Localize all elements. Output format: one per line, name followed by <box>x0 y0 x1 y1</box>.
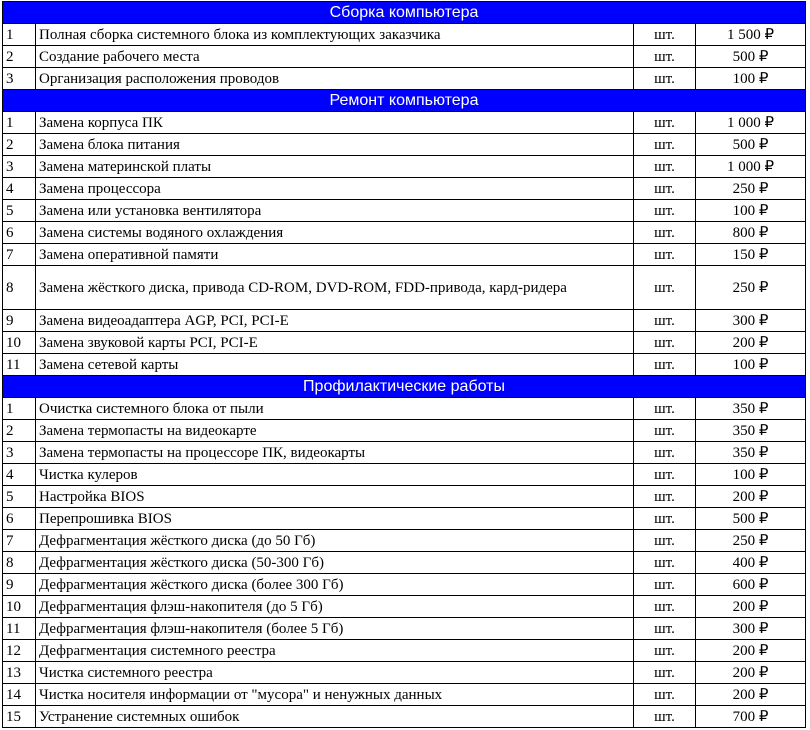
price-cell: 800 ₽ <box>696 222 806 244</box>
row-number: 3 <box>3 442 36 464</box>
service-name: Замена процессора <box>36 178 634 200</box>
service-name: Замена корпуса ПК <box>36 112 634 134</box>
price-cell: 150 ₽ <box>696 244 806 266</box>
unit-cell: шт. <box>634 244 696 266</box>
unit-cell: шт. <box>634 706 696 728</box>
unit-cell: шт. <box>634 684 696 706</box>
service-name: Замена звуковой карты PCI, PCI-E <box>36 332 634 354</box>
service-name: Замена термопасты на видеокарте <box>36 420 634 442</box>
table-row <box>3 178 806 200</box>
unit-cell: шт. <box>634 574 696 596</box>
unit-cell: шт. <box>634 508 696 530</box>
table-row <box>3 618 806 640</box>
section-title: Ремонт компьютера <box>3 90 806 112</box>
price-cell: 500 ₽ <box>696 508 806 530</box>
price-cell: 100 ₽ <box>696 68 806 90</box>
row-number: 13 <box>3 662 36 684</box>
service-name: Дефрагментация системного реестра <box>36 640 634 662</box>
table-row <box>3 46 806 68</box>
row-number: 3 <box>3 68 36 90</box>
row-number: 8 <box>3 552 36 574</box>
table-row <box>3 640 806 662</box>
section-header <box>3 2 806 24</box>
service-name: Устранение системных ошибок <box>36 706 634 728</box>
price-cell: 700 ₽ <box>696 706 806 728</box>
price-cell: 500 ₽ <box>696 46 806 68</box>
service-name: Замена или установка вентилятора <box>36 200 634 222</box>
price-cell: 1 000 ₽ <box>696 112 806 134</box>
row-number: 9 <box>3 310 36 332</box>
service-name: Чистка носителя информации от "мусора" и ненужных данных <box>36 684 634 706</box>
service-name: Организация расположения проводов <box>36 68 634 90</box>
unit-cell: шт. <box>634 266 696 310</box>
table-row <box>3 156 806 178</box>
unit-cell: шт. <box>634 640 696 662</box>
service-name: Замена жёсткого диска, привода CD-ROM, DVD-ROM, FDD-привода, кард-ридера <box>36 266 634 310</box>
service-name: Замена видеоадаптера AGP, PCI, PCI-E <box>36 310 634 332</box>
table-row <box>3 508 806 530</box>
row-number: 2 <box>3 46 36 68</box>
table-row <box>3 464 806 486</box>
service-name: Настройка BIOS <box>36 486 634 508</box>
table-row <box>3 112 806 134</box>
table-row <box>3 134 806 156</box>
section-title: Профилактические работы <box>3 376 806 398</box>
unit-cell: шт. <box>634 332 696 354</box>
section-title: Сборка компьютера <box>3 2 806 24</box>
unit-cell: шт. <box>634 398 696 420</box>
service-name: Полная сборка системного блока из комплектующих заказчика <box>36 24 634 46</box>
price-cell: 600 ₽ <box>696 574 806 596</box>
row-number: 8 <box>3 266 36 310</box>
price-cell: 350 ₽ <box>696 398 806 420</box>
section-header <box>3 376 806 398</box>
price-cell: 200 ₽ <box>696 640 806 662</box>
row-number: 10 <box>3 596 36 618</box>
row-number: 11 <box>3 618 36 640</box>
unit-cell: шт. <box>634 420 696 442</box>
price-cell: 200 ₽ <box>696 596 806 618</box>
table-row <box>3 442 806 464</box>
price-cell: 1 500 ₽ <box>696 24 806 46</box>
unit-cell: шт. <box>634 156 696 178</box>
table-row <box>3 574 806 596</box>
table-row <box>3 706 806 728</box>
table-row <box>3 266 806 310</box>
table-row <box>3 354 806 376</box>
price-cell: 200 ₽ <box>696 486 806 508</box>
row-number: 4 <box>3 464 36 486</box>
table-row <box>3 420 806 442</box>
row-number: 2 <box>3 134 36 156</box>
row-number: 1 <box>3 398 36 420</box>
table-row <box>3 596 806 618</box>
table-row <box>3 68 806 90</box>
price-cell: 200 ₽ <box>696 662 806 684</box>
service-name: Замена блока питания <box>36 134 634 156</box>
price-cell: 350 ₽ <box>696 420 806 442</box>
unit-cell: шт. <box>634 310 696 332</box>
unit-cell: шт. <box>634 178 696 200</box>
table-row <box>3 398 806 420</box>
unit-cell: шт. <box>634 486 696 508</box>
price-cell: 100 ₽ <box>696 354 806 376</box>
price-cell: 400 ₽ <box>696 552 806 574</box>
service-name: Чистка кулеров <box>36 464 634 486</box>
price-cell: 500 ₽ <box>696 134 806 156</box>
price-cell: 250 ₽ <box>696 266 806 310</box>
service-name: Дефрагментация флэш-накопителя (до 5 Гб) <box>36 596 634 618</box>
row-number: 6 <box>3 222 36 244</box>
row-number: 9 <box>3 574 36 596</box>
service-name: Дефрагментация флэш-накопителя (более 5 Гб) <box>36 618 634 640</box>
table-row <box>3 684 806 706</box>
service-name: Замена сетевой карты <box>36 354 634 376</box>
price-list-body <box>3 2 806 728</box>
unit-cell: шт. <box>634 552 696 574</box>
unit-cell: шт. <box>634 442 696 464</box>
unit-cell: шт. <box>634 112 696 134</box>
row-number: 3 <box>3 156 36 178</box>
table-row <box>3 662 806 684</box>
row-number: 1 <box>3 112 36 134</box>
price-cell: 250 ₽ <box>696 530 806 552</box>
row-number: 15 <box>3 706 36 728</box>
row-number: 5 <box>3 200 36 222</box>
price-cell: 200 ₽ <box>696 684 806 706</box>
price-cell: 100 ₽ <box>696 200 806 222</box>
service-name: Замена системы водяного охлаждения <box>36 222 634 244</box>
unit-cell: шт. <box>634 530 696 552</box>
row-number: 14 <box>3 684 36 706</box>
row-number: 2 <box>3 420 36 442</box>
price-cell: 1 000 ₽ <box>696 156 806 178</box>
service-name: Замена оперативной памяти <box>36 244 634 266</box>
table-row <box>3 552 806 574</box>
table-row <box>3 310 806 332</box>
section-header <box>3 90 806 112</box>
service-name: Чистка системного реестра <box>36 662 634 684</box>
unit-cell: шт. <box>634 68 696 90</box>
row-number: 11 <box>3 354 36 376</box>
row-number: 10 <box>3 332 36 354</box>
price-list-table <box>2 1 806 728</box>
row-number: 4 <box>3 178 36 200</box>
table-row <box>3 332 806 354</box>
row-number: 1 <box>3 24 36 46</box>
service-name: Очистка системного блока от пыли <box>36 398 634 420</box>
price-cell: 300 ₽ <box>696 618 806 640</box>
table-row <box>3 222 806 244</box>
row-number: 6 <box>3 508 36 530</box>
unit-cell: шт. <box>634 222 696 244</box>
table-row <box>3 486 806 508</box>
service-name: Создание рабочего места <box>36 46 634 68</box>
table-row <box>3 530 806 552</box>
unit-cell: шт. <box>634 662 696 684</box>
unit-cell: шт. <box>634 200 696 222</box>
unit-cell: шт. <box>634 618 696 640</box>
row-number: 12 <box>3 640 36 662</box>
row-number: 7 <box>3 244 36 266</box>
price-cell: 350 ₽ <box>696 442 806 464</box>
service-name: Замена термопасты на процессоре ПК, видеокарты <box>36 442 634 464</box>
row-number: 7 <box>3 530 36 552</box>
price-cell: 300 ₽ <box>696 310 806 332</box>
row-number: 5 <box>3 486 36 508</box>
price-cell: 200 ₽ <box>696 332 806 354</box>
service-name: Перепрошивка BIOS <box>36 508 634 530</box>
service-name: Дефрагментация жёсткого диска (до 50 Гб) <box>36 530 634 552</box>
unit-cell: шт. <box>634 24 696 46</box>
service-name: Замена материнской платы <box>36 156 634 178</box>
table-row <box>3 200 806 222</box>
unit-cell: шт. <box>634 596 696 618</box>
unit-cell: шт. <box>634 46 696 68</box>
price-cell: 250 ₽ <box>696 178 806 200</box>
unit-cell: шт. <box>634 464 696 486</box>
unit-cell: шт. <box>634 134 696 156</box>
table-row <box>3 24 806 46</box>
service-name: Дефрагментация жёсткого диска (более 300 Гб) <box>36 574 634 596</box>
price-cell: 100 ₽ <box>696 464 806 486</box>
unit-cell: шт. <box>634 354 696 376</box>
service-name: Дефрагментация жёсткого диска (50-300 Гб) <box>36 552 634 574</box>
table-row <box>3 244 806 266</box>
